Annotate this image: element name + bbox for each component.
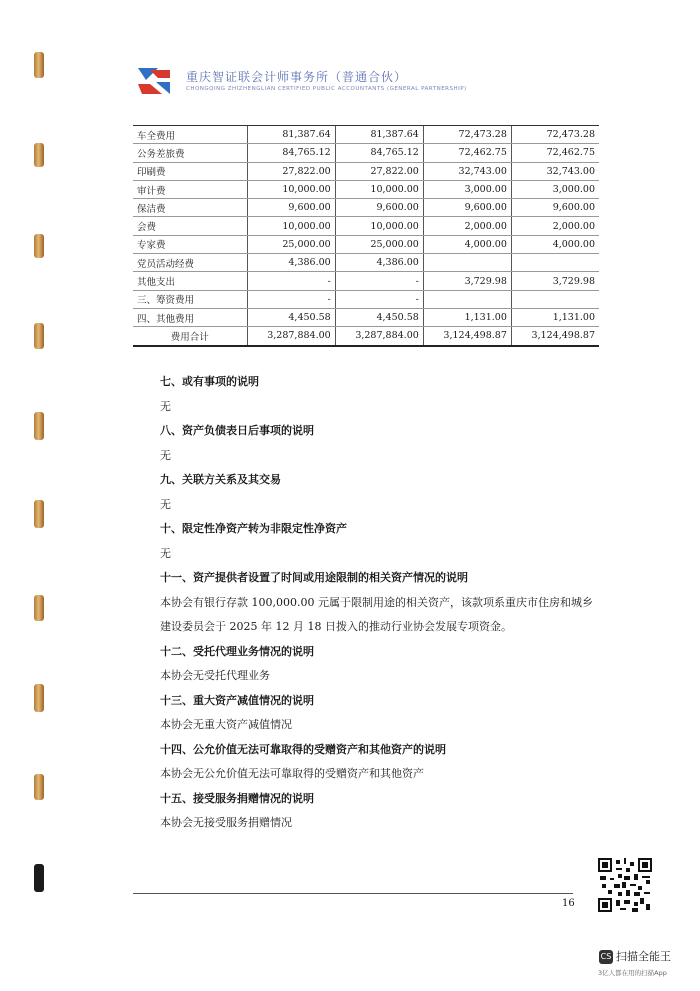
scanner-tagline: 3亿人都在用的扫描App <box>598 969 667 977</box>
binding-mark <box>34 684 44 712</box>
notes-sections <box>160 370 620 836</box>
amount-cell: 27,822.00 <box>247 162 335 180</box>
amount-cell: 3,124,498.87 <box>511 327 599 346</box>
table-row <box>133 290 599 308</box>
table-row <box>133 126 599 144</box>
table-row <box>133 162 599 180</box>
amount-cell: 2,000.00 <box>511 217 599 235</box>
amount-cell <box>423 254 511 272</box>
amount-cell: 2,000.00 <box>423 217 511 235</box>
row-label: 三、筹资费用 <box>133 290 247 308</box>
amount-cell: 72,462.75 <box>423 144 511 162</box>
amount-cell: - <box>335 290 423 308</box>
amount-cell: - <box>335 272 423 290</box>
section-heading: 九、关联方关系及其交易 <box>160 473 281 486</box>
amount-cell: 1,131.00 <box>423 308 511 326</box>
amount-cell: 9,600.00 <box>247 199 335 217</box>
section-text: 本协会有银行存款 100,000.00 元属于限制用途的相关资产，该款项系重庆市住房和城乡 <box>160 595 593 609</box>
expense-table <box>133 126 599 347</box>
binding-mark <box>34 323 44 349</box>
section-heading: 十四、公允价值无法可靠取得的受赠资产和其他资产的说明 <box>160 742 446 756</box>
binding-mark <box>34 412 44 440</box>
section-text: 无 <box>160 546 171 560</box>
row-label: 四、其他费用 <box>133 308 247 326</box>
amount-cell: 10,000.00 <box>335 217 423 235</box>
table-total-row <box>133 327 599 346</box>
table-row <box>133 217 599 235</box>
scanner-brand-label: 扫描全能王 <box>616 950 671 963</box>
amount-cell <box>511 254 599 272</box>
section-text: 无 <box>160 497 171 511</box>
amount-cell: 81,387.64 <box>335 126 423 144</box>
binding-mark <box>34 595 44 621</box>
table-row <box>133 308 599 326</box>
row-label: 专家费 <box>133 235 247 253</box>
amount-cell: 72,462.75 <box>511 144 599 162</box>
amount-cell: 10,000.00 <box>247 217 335 235</box>
amount-cell: 3,729.98 <box>511 272 599 290</box>
section-text: 本协会无公允价值无法可靠取得的受赠资产和其他资产 <box>160 767 424 780</box>
footer-rule <box>133 893 573 894</box>
section-heading: 八、资产负债表日后事项的说明 <box>160 424 314 437</box>
amount-cell: 81,387.64 <box>247 126 335 144</box>
amount-cell: 4,000.00 <box>511 235 599 253</box>
table-row <box>133 272 599 290</box>
amount-cell <box>511 290 599 308</box>
amount-cell: - <box>247 272 335 290</box>
amount-cell: 3,000.00 <box>511 180 599 198</box>
amount-cell: 4,450.58 <box>247 308 335 326</box>
section-text: 本协会无接受服务捐赠情况 <box>160 816 292 829</box>
section-heading: 七、或有事项的说明 <box>160 375 259 388</box>
binding-mark <box>34 500 44 528</box>
amount-cell: 3,287,884.00 <box>247 327 335 346</box>
table-row <box>133 180 599 198</box>
amount-cell: 32,743.00 <box>511 162 599 180</box>
section-heading: 十一、资产提供者设置了时间或用途限制的相关资产情况的说明 <box>160 571 468 584</box>
table-row <box>133 254 599 272</box>
amount-cell: 3,124,498.87 <box>423 327 511 346</box>
amount-cell: 3,729.98 <box>423 272 511 290</box>
amount-cell: 25,000.00 <box>335 235 423 253</box>
binding-mark <box>34 143 44 167</box>
table-row <box>133 144 599 162</box>
section-heading: 十三、重大资产减值情况的说明 <box>160 693 314 707</box>
binding-mark <box>34 52 44 78</box>
section-heading: 十五、接受服务捐赠情况的说明 <box>160 791 314 805</box>
row-label: 其他支出 <box>133 272 247 290</box>
row-label: 费用合计 <box>133 327 247 346</box>
row-label: 党员活动经费 <box>133 254 247 272</box>
amount-cell: 9,600.00 <box>511 199 599 217</box>
row-label: 会费 <box>133 217 247 235</box>
section-text: 本协会无重大资产减值情况 <box>160 718 292 731</box>
amount-cell: 9,600.00 <box>423 199 511 217</box>
qr-code-icon <box>596 856 654 914</box>
row-label: 审计费 <box>133 180 247 198</box>
amount-cell: 10,000.00 <box>335 180 423 198</box>
table-row <box>133 199 599 217</box>
amount-cell: 72,473.28 <box>511 126 599 144</box>
amount-cell: 9,600.00 <box>335 199 423 217</box>
row-label: 车全费用 <box>133 126 247 144</box>
section-text: 建设委员会于 2025 年 12 月 18 日拨入的推动行业协会发展专项资金。 <box>160 620 512 633</box>
letterhead <box>136 64 566 100</box>
firm-name-en: CHONGQING ZHIZHENGLIAN CERTIFIED PUBLIC ACCOUNTANTS (GENERAL PARTNERSHIP) <box>186 86 467 92</box>
row-label: 公务差旅费 <box>133 144 247 162</box>
section-text: 无 <box>160 399 171 413</box>
scanner-brand <box>599 948 671 964</box>
section-text: 本协会无受托代理业务 <box>160 669 270 682</box>
amount-cell: 25,000.00 <box>247 235 335 253</box>
firm-logo <box>136 64 172 98</box>
amount-cell: 3,287,884.00 <box>335 327 423 346</box>
binding-mark <box>34 774 44 800</box>
amount-cell: 4,000.00 <box>423 235 511 253</box>
row-label: 保洁费 <box>133 199 247 217</box>
amount-cell: 32,743.00 <box>423 162 511 180</box>
amount-cell: 4,386.00 <box>247 254 335 272</box>
amount-cell: 84,765.12 <box>335 144 423 162</box>
section-heading: 十、限定性净资产转为非限定性净资产 <box>160 522 347 535</box>
amount-cell: 4,386.00 <box>335 254 423 272</box>
amount-cell: 72,473.28 <box>423 126 511 144</box>
amount-cell: - <box>247 290 335 308</box>
row-label: 印刷费 <box>133 162 247 180</box>
amount-cell <box>423 290 511 308</box>
firm-name-cn: 重庆智证联会计师事务所（普通合伙） <box>186 70 408 84</box>
section-text: 无 <box>160 448 171 462</box>
amount-cell: 4,450.58 <box>335 308 423 326</box>
scanner-logo-icon: CS <box>599 950 613 964</box>
amount-cell: 1,131.00 <box>511 308 599 326</box>
binding-mark <box>34 864 44 892</box>
amount-cell: 3,000.00 <box>423 180 511 198</box>
section-heading: 十二、受托代理业务情况的说明 <box>160 644 314 658</box>
binding-mark <box>34 234 44 258</box>
amount-cell: 84,765.12 <box>247 144 335 162</box>
amount-cell: 27,822.00 <box>335 162 423 180</box>
amount-cell: 10,000.00 <box>247 180 335 198</box>
table-row <box>133 235 599 253</box>
page-number: 16 <box>562 898 575 909</box>
